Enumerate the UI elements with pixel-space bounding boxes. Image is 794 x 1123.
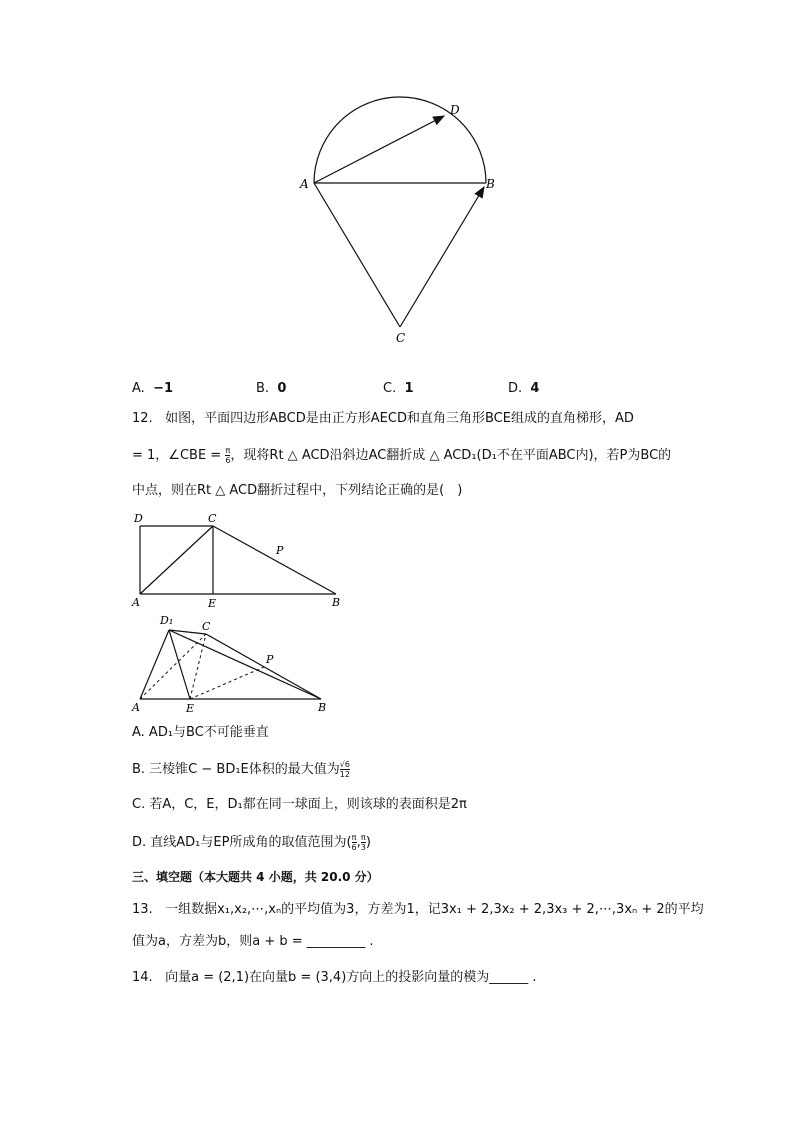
q13-line1: 13. 一组数据x₁,x₂,⋯,xₙ的平均值为3，方差为1，记3x₁ + 2,3x₂ + 2,3x₃ + 2,⋯,3xₙ + 2的平均 [132, 902, 704, 917]
fig1-label-c: C [208, 512, 217, 525]
fig2-label-p: P [266, 653, 274, 666]
q11-option-d: D. 4 [508, 381, 540, 396]
label-b: B [486, 177, 495, 191]
fig1-label-p: P [276, 544, 284, 557]
vector-ad [314, 116, 444, 183]
label-a: A [300, 177, 309, 191]
label-c: C [396, 331, 406, 345]
q11-option-b: B. 0 [256, 381, 287, 396]
segment-ac [314, 183, 400, 327]
q12-line3: 中点，则在Rt △ ACD翻折过程中，下列结论正确的是( ) [132, 483, 463, 498]
figure-semicircle-triangle [290, 90, 510, 350]
fig2-label-e: E [186, 702, 195, 715]
figure-folded [128, 612, 338, 716]
section-heading: 三、填空题（本大题共 4 小题，共 20.0 分） [132, 870, 379, 884]
fig1-label-b: B [332, 596, 341, 609]
q12-line2: = 1，∠CBE = $\frac{\pi}{6}$ ，现将Rt △ ACD沿斜边AC翻折成 △ ACD₁(D₁不在平面ABC内)，若P为BC的 [132, 446, 672, 465]
q12-option-c: C. 若A，C，E，D₁都在同一球面上，则该球的表面积是2π [132, 797, 467, 812]
fig2-label-c: C [202, 620, 211, 633]
q12-option-a: A. AD₁与BC不可能垂直 [132, 725, 269, 740]
vector-cb [400, 187, 484, 327]
q12-option-b: B. 三棱锥C − BD₁E体积的最大值为 $\frac{√6}{12}$ [132, 760, 350, 779]
fig2-label-a: A [132, 701, 140, 714]
q11-option-c: C. 1 [383, 381, 414, 396]
q11-option-a: A. −1 [132, 381, 174, 396]
fig1-label-a: A [132, 596, 140, 609]
figure-trapezoid [128, 508, 348, 612]
q12-option-d: D. 直线AD₁与EP所成角的取值范围为( $\frac{\pi}{6}$ , $\frac{\pi}{3}$ ) [132, 833, 371, 852]
q13-line2: 值为a，方差为b，则a + b = _________ . [132, 934, 374, 949]
fig1-label-d: D [134, 512, 143, 525]
q14-line1: 14. 向量a = (2,1)在向量b = (3,4)方向上的投影向量的模为______ . [132, 970, 537, 985]
fig2-label-d1: D₁ [160, 614, 174, 627]
fig2-label-b: B [318, 701, 327, 714]
fig1-label-e: E [208, 597, 217, 610]
q12-line1: 12. 如图，平面四边形ABCD是由正方形AECD和直角三角形BCE组成的直角梯形，AD [132, 411, 634, 426]
label-d: D [450, 103, 460, 117]
